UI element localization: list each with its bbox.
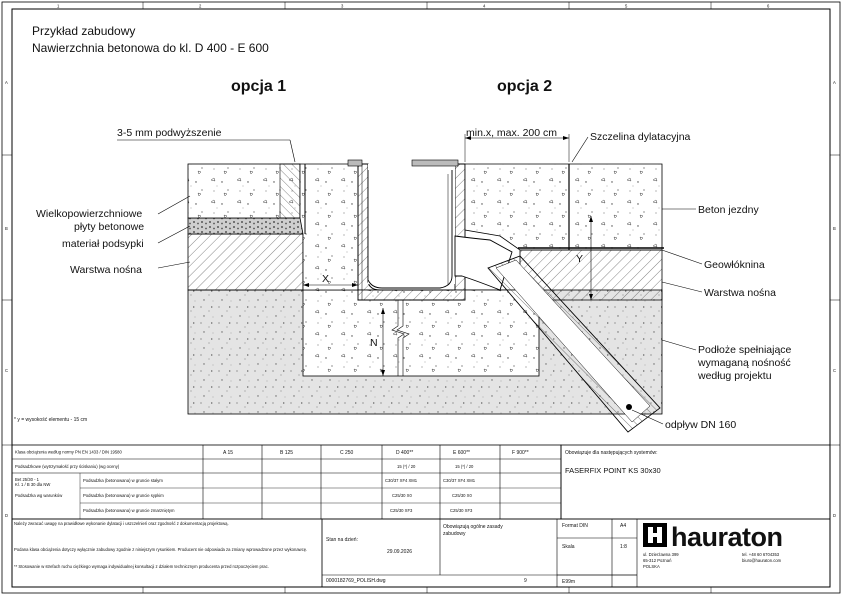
format-value: A4: [620, 523, 627, 529]
label-slabs-line2: płyty betonowe: [74, 221, 145, 233]
address-line2: 65-312 Poznań: [643, 558, 672, 563]
title-block: [322, 519, 830, 587]
grid-col-2: 2: [199, 3, 202, 9]
brand-name: hauraton: [671, 522, 783, 552]
drawing-filename: 0000182769_POLISH.dwg: [326, 578, 386, 584]
exposure-d400-3: C25/30 XF3: [390, 508, 413, 513]
strength-d400: 15 (*) / 20: [397, 464, 416, 469]
cross-section: [188, 160, 664, 432]
footnote-y: * y = wysokość elementu - 15 cm: [14, 417, 88, 423]
label-slabs-line1: Wielkopowierzchniowe: [36, 208, 143, 220]
scale-value: 1:8: [620, 544, 627, 550]
label-base-right: Warstwa nośna: [704, 287, 776, 299]
grating-frame-right: [412, 160, 458, 166]
base-layer-left: [188, 234, 303, 290]
table-class-header: Klasa obciążenia według normy PN EN 1433 / DIN 19580: [15, 449, 122, 455]
grid-col-1: 1: [57, 3, 60, 9]
class-f900: F 900**: [512, 450, 529, 456]
label-bedding: materiał podsypki: [62, 238, 144, 250]
exposure-e600-3: C25/30 XF3: [450, 508, 473, 513]
contact-email: biuro@hauraton.com: [742, 558, 782, 563]
group-label-1: Bet 25/30 - 1: [15, 477, 39, 482]
sub-row-3: Podsadzka (betonowana) w gruncie zmarzniętym: [83, 508, 175, 513]
grid-column-labels: [57, 4, 770, 9]
label-geotextile: Geowłóknina: [704, 259, 765, 271]
applies-label: Obowiązuje dla następujących systemów:: [565, 450, 658, 456]
outlet-pipe-end: [626, 404, 632, 410]
grating-frame-left: [348, 160, 362, 166]
notes-block: [12, 519, 322, 587]
row-strength-label: Podsadzkowe (wytrzymałość przy ściskaniu) (wg oceny): [15, 464, 120, 469]
label-minmax: min.x, max. 200 cm: [466, 127, 558, 139]
class-d400: D 400**: [396, 450, 414, 456]
grid-row-c: C: [5, 368, 9, 373]
exposure-d400-1: C30/37 XF4 XM1: [385, 478, 418, 483]
status-label: Stan na dzień:: [326, 537, 358, 543]
note-3: ** Stosowanie w strefach ruchu ciężkiego wymaga indywidualnej konsultacji z działem technicznym producenta przed rozpoczęciem prac.: [14, 564, 269, 569]
option-1-heading: opcja 1: [231, 78, 287, 95]
label-subsoil-line1: Podłoże spełniające: [698, 344, 792, 356]
load-class-table: [12, 445, 830, 519]
group-label-2: Kl. 1 / B 30 dla NW: [15, 482, 51, 487]
grid-row-a: A: [5, 80, 8, 85]
status-date: 29.09.2026: [387, 549, 413, 555]
hauraton-logo-icon: [643, 523, 667, 547]
grid-col-4: 4: [483, 3, 486, 9]
label-subsoil-line2: wymaganą nośność: [698, 357, 791, 369]
slab-edge-infill: [280, 164, 300, 218]
label-concrete: Beton jezdny: [698, 204, 759, 216]
exposure-e600-2: C25/30 X0: [452, 493, 472, 498]
label-base-left: Warstwa nośna: [70, 264, 142, 276]
general-rules-line1: Obowiązują ogólne zasady: [443, 524, 503, 530]
class-e600: E 600**: [453, 450, 470, 456]
sub-row-2: Podsadzka (betonowana) w gruncie sypkim: [83, 493, 164, 498]
general-rules-line2: zabudowy: [443, 531, 466, 537]
left-haunch: [300, 164, 358, 290]
note-2: Podana klasa obciążenia dotyczy wyłącznie zabudowy zgodnie z niniejszym rysunkiem. Producent nie odpowiada za zmiany wprowadzone przez wykonawcę.: [14, 547, 308, 552]
dimension-y: Y: [576, 253, 584, 265]
grid-col-6: 6: [767, 3, 770, 9]
address-line1: ul. Dzierżawna 399: [643, 552, 679, 557]
dimension-n: N: [370, 337, 378, 349]
grid-row-b-right: B: [833, 226, 836, 231]
grid-row-c-right: C: [833, 368, 837, 373]
grid-row-a-right: A: [833, 80, 836, 85]
system-name: FASERFIX POINT KS 30x30: [565, 466, 661, 475]
grid-row-b: B: [5, 226, 8, 231]
contact-phone: tel. +48 60 6704353: [742, 552, 780, 557]
sheet-code: E99m: [562, 579, 576, 585]
foundation-concrete: [303, 290, 539, 376]
scale-label: Skala: [562, 544, 575, 550]
bedding-layer: [188, 218, 303, 234]
class-b125: B 125: [280, 450, 294, 456]
label-joint: Szczelina dylatacyjna: [590, 131, 691, 143]
label-outlet: odpływ DN 160: [665, 419, 737, 431]
road-concrete-right: [465, 164, 662, 250]
strength-e600: 15 (*) / 20: [455, 464, 474, 469]
note-1: Należy zwracać uwagę na prawidłowe wykonanie dylatacji i uszczelnień oraz zgodność z dokumentacją projektową.: [14, 521, 229, 526]
drawing-title-line1: Przykład zabudowy: [32, 24, 136, 38]
group-label-3: Podsadzka wg warunków: [15, 493, 63, 498]
drawing-revision: 9: [524, 578, 527, 584]
drawing-title-line2: Nawierzchnia betonowa do kl. D 400 - E 600: [32, 41, 269, 55]
address-line3: POLSKA: [643, 564, 660, 569]
format-label: Format DIN: [562, 523, 588, 529]
sub-row-1: Podsadzka (betonowana) w gruncie stałym: [83, 478, 163, 483]
grid-col-5: 5: [625, 3, 628, 9]
label-subsoil-line3: według projektu: [698, 370, 772, 382]
grid-row-d-right: D: [833, 513, 837, 518]
class-a15: A 15: [223, 450, 234, 456]
grid-row-d: D: [5, 513, 9, 518]
option-2-heading: opcja 2: [497, 78, 553, 95]
label-raise: 3-5 mm podwyższenie: [117, 127, 222, 139]
class-c250: C 250: [340, 450, 354, 456]
grid-col-3: 3: [341, 3, 344, 9]
exposure-e600-1: C30/37 XF4 XM1: [443, 478, 476, 483]
exposure-d400-2: C25/30 X0: [392, 493, 412, 498]
dimension-x: X: [322, 273, 330, 285]
